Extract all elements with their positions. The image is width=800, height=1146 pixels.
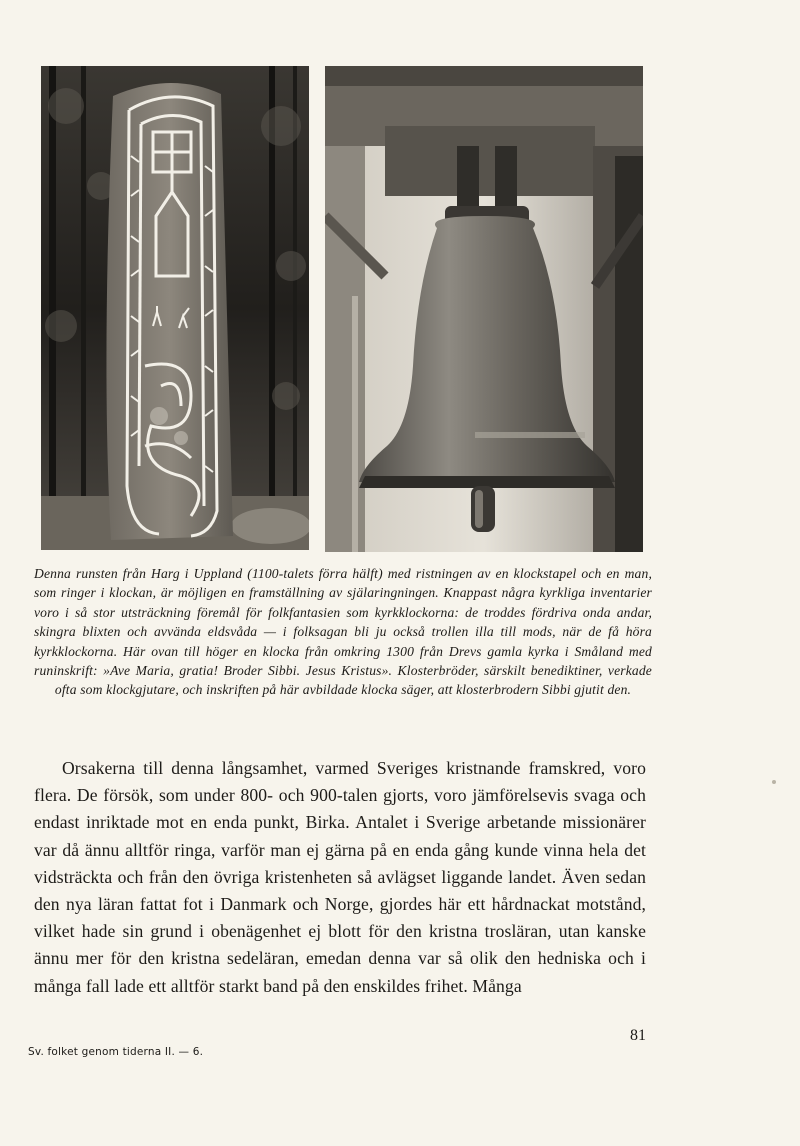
body-paragraph: Orsakerna till denna långsamhet, varmed Sveriges kristnande framskred, voro flera. De försök, som under 800- och 900-talen gjorts, voro jämförelsevis svaga och endast inriktade mot en enda punkt, Birka. Antalet i Sverige arbetande missionärer var då ännu alltför ringa, varför man ej gärna på en enda gång kunde vinna hela det vidsträckta och från den övriga kristenheten så avlägset liggande landet. Även sedan den nya läran fattat fot i Danmark och Norge, gjordes här ett hårdnackat motstånd, vilket hade sin grund i obenägenhet ej blott för den kristna trosläran, utan kanske ännu mer för den kristna sedeläran, emedan denna var så olik den hedniska och i många fall lade ett alltför starkt band på den enskildes frihet. Många [34, 758, 646, 996]
rune-stone-image [41, 66, 309, 550]
page-number: 81 [630, 1027, 646, 1044]
church-bell-photo [325, 66, 643, 552]
paper-speck [772, 780, 776, 784]
church-bell-image [325, 66, 643, 552]
rune-stone-photo [41, 66, 309, 550]
footer-signature: Sv. folket genom tiderna II. — 6. [28, 1046, 204, 1058]
figure-caption: Denna runsten från Harg i Uppland (1100-talets förra hälft) med ristningen av en klockstapel och en man, som ringer i klockan, är möjligen en framställning av själaringningen. Knappast några kyrkliga inventarier voro i så stor utsträckning föremål för folkfantasien som kyrkklockorna: de troddes fördriva onda andar, skingra blixten och avvända eldsvåda — i folksagan bli ju också trollen illa till mods, när de få höra kyrkklockorna. Här ovan till höger en klocka från omkring 1300 från Drevs gamla kyrka i Småland med runinskrift: »Ave Maria, gratia! Broder Sibbi. Jesus Kristus». Klosterbröder, särskilt benediktiner, verkade ofta som klockgjutare, och inskriften på här avbildade klocka säger, att klosterbrodern Sibbi gjutit den. [34, 566, 652, 698]
